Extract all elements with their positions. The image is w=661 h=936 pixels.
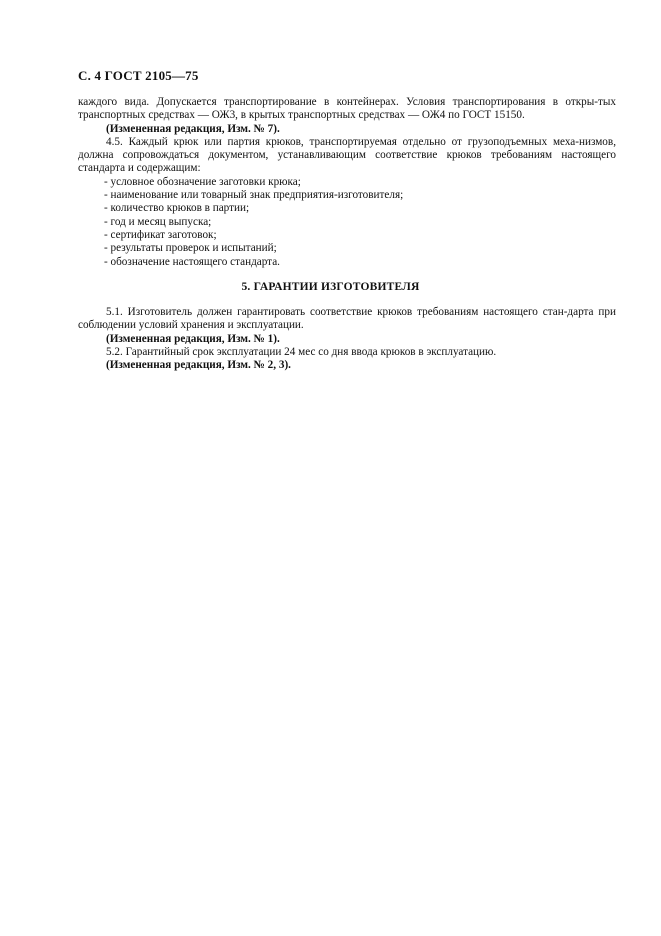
document-contents-list [78, 176, 616, 269]
list-item: - наименование или товарный знак предприятия-изготовителя; [104, 189, 404, 202]
list-item: - результаты проверок и испытаний; [104, 242, 277, 255]
section-5-body [78, 306, 616, 372]
list-item: - условное обозначение заготовки крюка; [104, 175, 301, 188]
paragraph-4-5: 4.5. Каждый крюк или партия крюков, транспортируемая отдельно от грузоподъемных меха-низмов, должна сопровождаться документом, устанавливающим соответствие крюков требованиям настоящего стандарта и содержащим: [78, 135, 616, 175]
edition-note-7: (Измененная редакция, Изм. № 7). [106, 122, 280, 135]
paragraph-transport-conditions: каждого вида. Допускается транспортирование в контейнерах. Условия транспортирования в откры-тых транспортных средствах — ОЖ3, в крытых транспортных средствах — ОЖ4 по ГОСТ 15150. [78, 96, 616, 122]
paragraph-5-1: 5.1. Изготовитель должен гарантировать соответствие крюков требованиям настоящего стан-дарта при соблюдении условий хранения и эксплуатации. [78, 306, 616, 332]
edition-note-1: (Измененная редакция, Изм. № 1). [106, 332, 280, 345]
list-item: - обозначение настоящего стандарта. [104, 255, 280, 268]
section-5-title: 5. ГАРАНТИИ ИЗГОТОВИТЕЛЯ [241, 281, 420, 293]
list-item: - год и месяц выпуска; [104, 215, 212, 228]
edition-note-2-3: (Измененная редакция, Изм. № 2, 3). [106, 359, 291, 372]
paragraph-5-2: 5.2. Гарантийный срок эксплуатации 24 мес со дня ввода крюков в эксплуатацию. [106, 345, 497, 358]
page-header: С. 4 ГОСТ 2105—75 [78, 68, 199, 83]
list-item: - сертификат заготовок; [104, 228, 217, 241]
list-item: - количество крюков в партии; [104, 202, 250, 215]
section-4-continuation [78, 96, 616, 269]
